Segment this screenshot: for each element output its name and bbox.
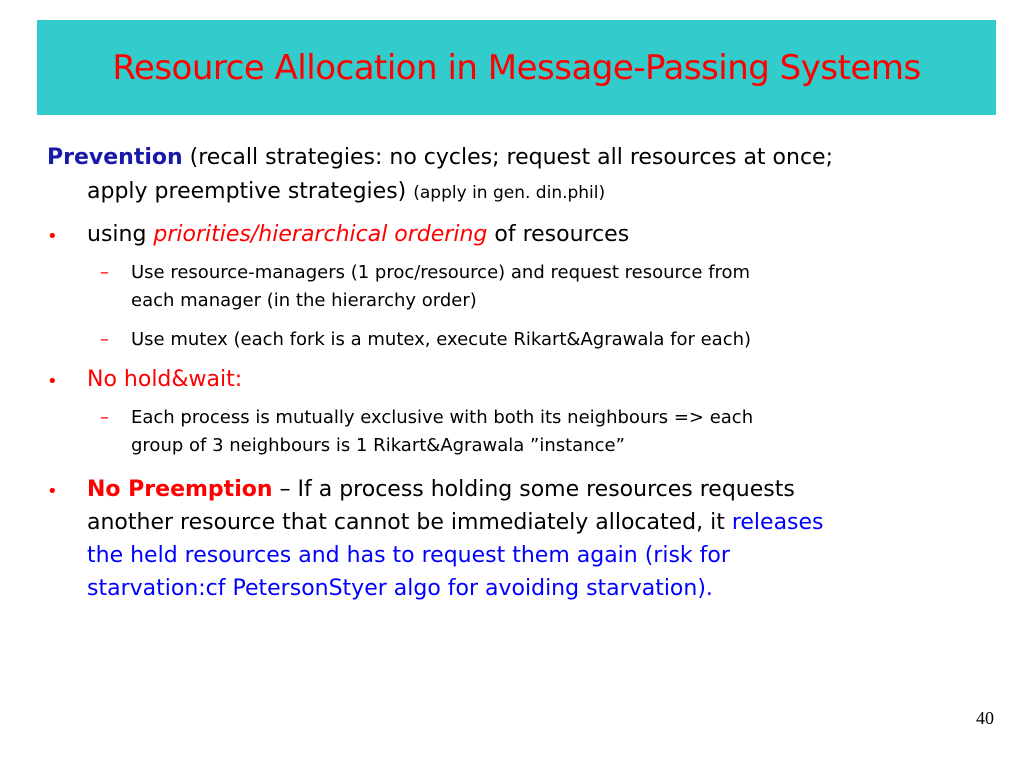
page-number: 40 xyxy=(976,708,994,728)
bullet-marker: • xyxy=(47,371,58,392)
prevention-text-a: (recall strategies: no cycles; request all resources at once; xyxy=(189,145,833,170)
subitem-line: Each process is mutually exclusive with both its neighbours => each xyxy=(131,407,754,428)
no-preemption-text: another resource that cannot be immediately allocated, it xyxy=(87,510,732,535)
no-preemption-blue: starvation:cf PetersonStyer algo for avoiding starvation). xyxy=(87,576,713,601)
no-preemption-label: No Preemption xyxy=(87,477,273,502)
dash-marker: – xyxy=(100,407,109,428)
slide-title: Resource Allocation in Message-Passing Systems xyxy=(112,47,921,88)
bullet-marker: • xyxy=(47,226,58,247)
prevention-label: Prevention xyxy=(47,145,183,170)
bullet-prefix: using xyxy=(87,222,154,247)
prevention-line-1 xyxy=(47,145,833,170)
subitem-line: Use resource-managers (1 proc/resource) and request resource from xyxy=(131,262,751,283)
bullet-emphasis: priorities/hierarchical ordering xyxy=(153,222,488,247)
no-preemption-blue: the held resources and has to request them again (risk for xyxy=(87,543,730,568)
prevention-note: (apply in gen. din.phil) xyxy=(413,183,606,203)
bullet-marker: • xyxy=(47,481,58,502)
bullet-no-preemption-line-2 xyxy=(87,510,824,535)
no-preemption-text: – If a process holding some resources requests xyxy=(272,477,795,502)
prevention-line-2 xyxy=(87,179,605,204)
bullet-suffix: of resources xyxy=(487,222,630,247)
bullet-no-preemption-line-1 xyxy=(87,477,795,502)
bullet-no-hold-wait: No hold&wait: xyxy=(87,367,243,392)
subitem-line: group of 3 neighbours is 1 Rikart&Agrawala ”instance” xyxy=(131,435,625,456)
no-preemption-blue: releases xyxy=(731,510,824,535)
dash-marker: – xyxy=(100,329,109,350)
prevention-text-b: apply preemptive strategies) xyxy=(87,179,407,204)
subitem-line: Use mutex (each fork is a mutex, execute Rikart&Agrawala for each) xyxy=(131,329,752,350)
bullet-priorities xyxy=(87,222,629,247)
subitem-line: each manager (in the hierarchy order) xyxy=(131,290,477,311)
dash-marker: – xyxy=(100,262,109,283)
